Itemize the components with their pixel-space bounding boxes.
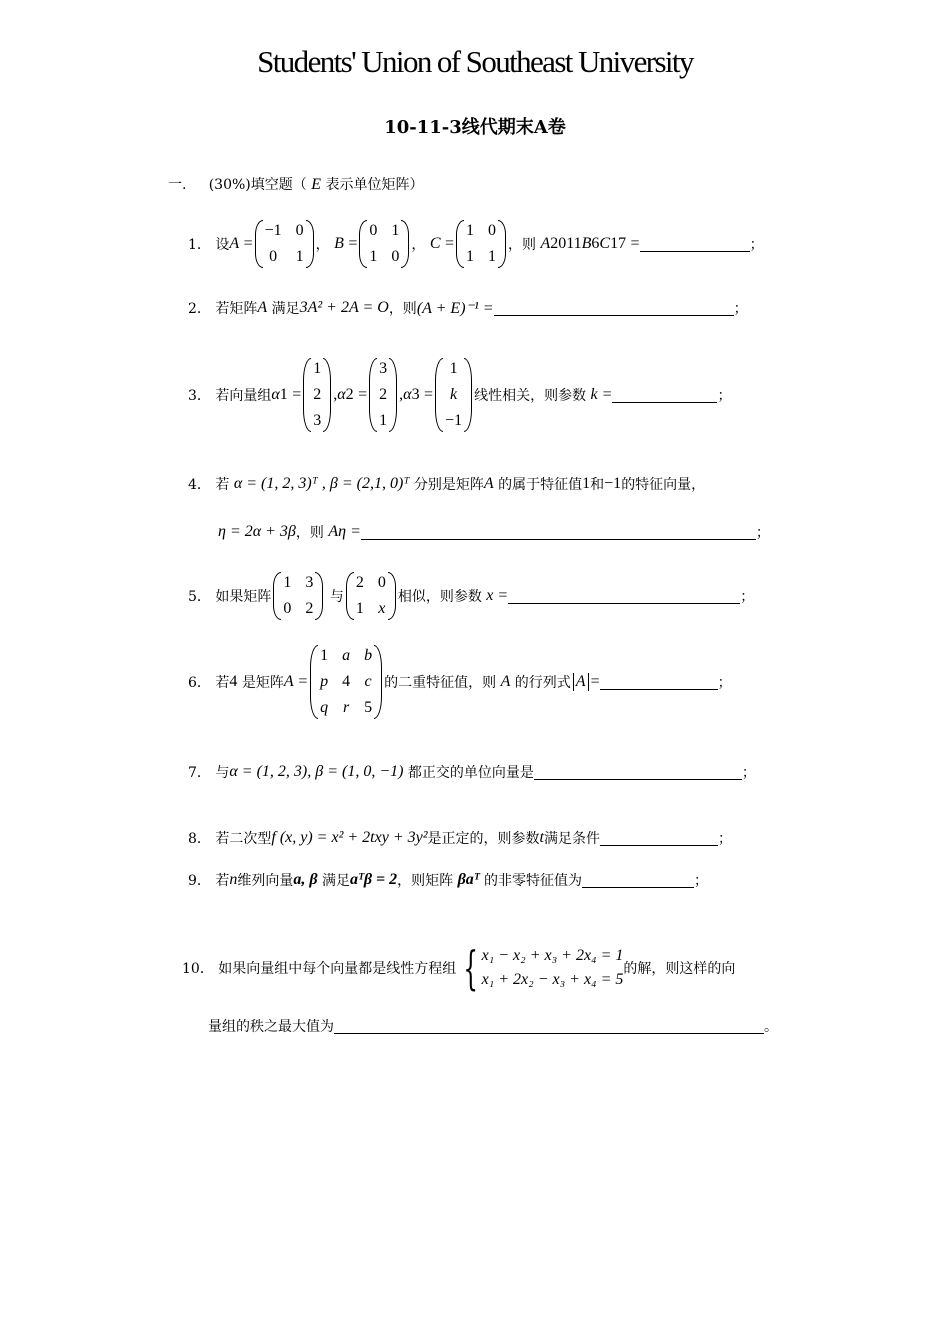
- question-10-line2: 量组的秩之最大值为 。: [208, 1019, 778, 1035]
- question-2: 2． 若矩阵 A 满足 3A² + 2A = O ，则 (A + E)⁻¹ = ；: [188, 299, 748, 317]
- matrix-1: 1 3 0 2: [273, 572, 323, 620]
- question-3: 3． 若向量组 α 1 = 1 2 3 , α 2 = 3 2 1 , α 3 = 1 k −1 线性相关，则参数 k = ；: [188, 358, 731, 432]
- matrix-A: −1 0 0 1: [255, 220, 314, 268]
- question-1: 1． 设 A = −1 0 0 1 ， B = 0 1 1 0 ， C = 1 0 1 1 ，则 A 2011 B 6 C 17 = ；: [188, 220, 764, 268]
- vector-alpha1: 1 2 3: [303, 358, 331, 432]
- question-5: 5． 如果矩阵 1 3 0 2 与 2 0 1 x 相似，则参数 x = ；: [188, 572, 754, 620]
- union-header: Students' Union of Southeast University: [257, 44, 693, 79]
- answer-blank-4[interactable]: [361, 525, 756, 540]
- question-6: 6． 若 4 是矩阵 A = 1 a b p 4 c q r 5 的二重特征值，则 A 的行列式 A = ；: [188, 645, 732, 719]
- answer-blank-9[interactable]: [582, 873, 694, 888]
- linear-system: x₁ − x₂ + x₃ + 2x₄ = 1 x₁ + 2x₂ − x₃ + x₄ = 5: [481, 947, 624, 988]
- question-10-line1: 10． 如果向量组中每个向量都是线性方程组 { x₁ − x₂ + x₃ + 2x₄ = 1 x₁ + 2x₂ − x₃ + x₄ = 5 的解，则这样的向: [182, 941, 736, 995]
- matrix-B: 0 1 1 0: [359, 220, 409, 268]
- question-4-line2: η = 2α + 3β ，则 Aη = ；: [218, 523, 770, 541]
- answer-blank-10[interactable]: [334, 1019, 764, 1034]
- section-heading: 一. (30%)填空题（ E 表示单位矩阵）: [168, 176, 424, 193]
- answer-blank-5[interactable]: [508, 589, 740, 604]
- exam-title: 10-11-3线代期末A卷: [384, 117, 566, 138]
- question-4-line1: 4． 若 α = (1, 2, 3)ᵀ , β = (2,1, 0)ᵀ 分别是矩阵 A 的属于特征值 1 和 −1 的特征向量，: [188, 475, 706, 493]
- matrix-A6: 1 a b p 4 c q r 5: [310, 645, 382, 719]
- answer-blank-1[interactable]: [640, 237, 750, 252]
- answer-blank-7[interactable]: [534, 765, 742, 780]
- answer-blank-3[interactable]: [612, 388, 717, 403]
- answer-blank-6[interactable]: [600, 675, 718, 690]
- answer-blank-2[interactable]: [494, 301, 734, 316]
- question-9: 9． 若 n 维列向量 a, β 满足 aᵀβ = 2 ，则矩阵 βaᵀ 的非零特征值为 ；: [188, 871, 709, 889]
- matrix-C: 1 0 1 1: [456, 220, 506, 268]
- answer-blank-8[interactable]: [600, 831, 718, 846]
- question-7: 7． 与 α = (1, 2, 3), β = (1, 0, −1) 都正交的单位向量是 ；: [188, 763, 756, 781]
- question-8: 8． 若二次型 f (x, y) = x² + 2txy + 3y² 是正定的，则参数 t 满足条件 ；: [188, 829, 732, 847]
- vector-alpha3: 1 k −1: [435, 358, 472, 432]
- vector-alpha2: 3 2 1: [369, 358, 397, 432]
- matrix-2: 2 0 1 x: [346, 572, 396, 620]
